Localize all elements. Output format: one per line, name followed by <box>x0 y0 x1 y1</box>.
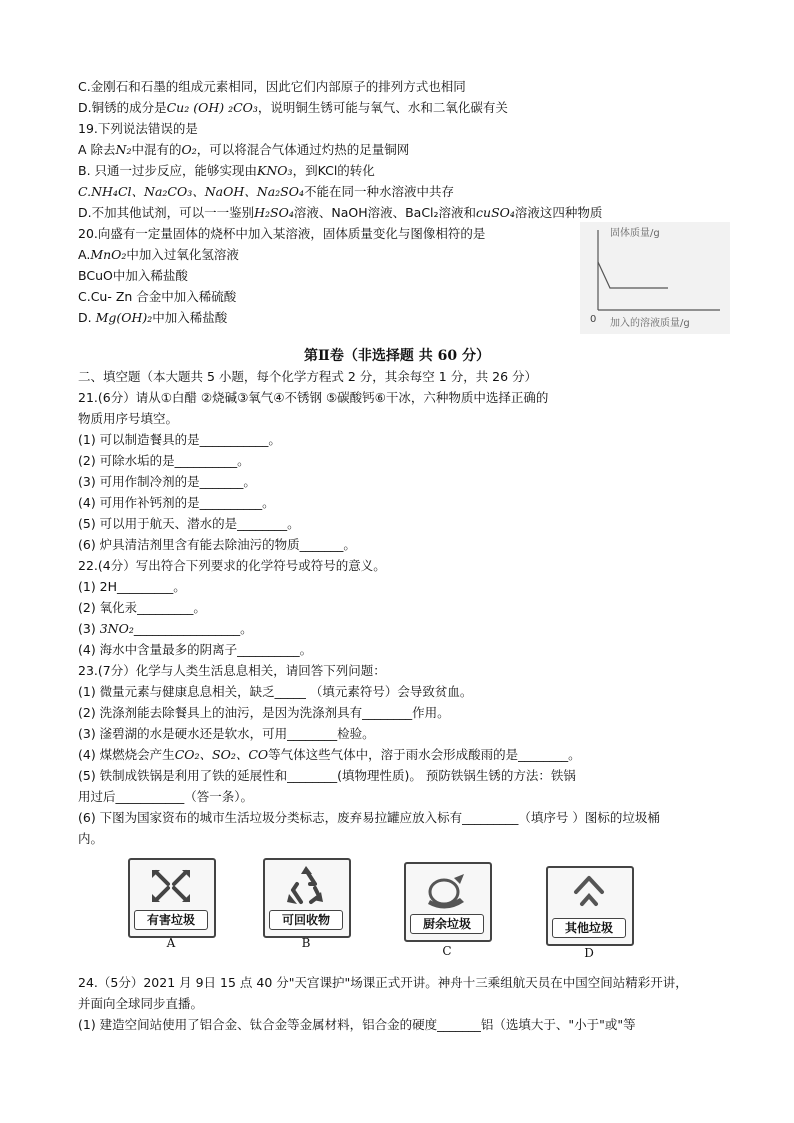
q21-stem-cont: 物质用序号填空。 <box>78 411 179 426</box>
q20-graph <box>580 222 730 334</box>
other-waste-icon <box>562 872 616 916</box>
q22-item-3: (3) 3NO₂_________________。 <box>78 621 253 636</box>
sign-letter: D <box>584 946 594 960</box>
q19-stem: 19.下列说法错误的是 <box>78 121 198 136</box>
q19-option-d: D.不加其他试剂，可以一一鉴别H₂SO₄溶液、NaOH溶液、BaCl₂溶液和cuSO₄溶液这四种物质 <box>78 205 603 220</box>
graph-x-label: 加入的溶液质量/g <box>610 318 690 329</box>
q21-item-2: (2) 可除水垢的是__________。 <box>78 453 250 468</box>
q23-item-3: (3) 滏碧湖的水是硬水还是软水，可用________检验。 <box>78 726 375 741</box>
sign-food-waste <box>404 862 490 940</box>
q21-item-4: (4) 可用作补钙剂的是__________。 <box>78 495 275 510</box>
q19-option-c: C.NH₄Cl、Na₂CO₃、NaOH、Na₂SO₄不能在同一种水溶液中共存 <box>78 184 455 199</box>
q18-option-d: D.铜锈的成分是Cu₂ (OH) ₂CO₃，说明铜生锈可能与氧气、水和二氧化碳有关 <box>78 100 508 115</box>
q20-option-d: D. Mg(OH)₂中加入稀盐酸 <box>78 310 228 325</box>
q19-option-a: A 除去N₂中混有的O₂，可以将混合气体通过灼热的足量铜网 <box>78 142 410 157</box>
q21-item-6: (6) 炉具清洁剂里含有能去除油污的物质_______。 <box>78 537 356 552</box>
q21-item-5: (5) 可以用于航天、潜水的是________。 <box>78 516 300 531</box>
recycle-icon <box>279 864 333 908</box>
q23-item-6-cont: 内。 <box>78 831 104 846</box>
sign-letter: C <box>442 944 452 958</box>
sign-label: 可回收物 <box>269 910 343 930</box>
q23-item-1: (1) 微量元素与健康息息相关，缺乏_____ （填元素符号）会导致贫血。 <box>78 684 473 699</box>
q20-graph-svg <box>580 222 730 334</box>
sign-label: 其他垃圾 <box>552 918 626 938</box>
q23-item-4: (4) 煤燃烧会产生CO₂、SO₂、CO等气体这些气体中，溶于雨水会形成酸雨的是________。 <box>78 747 581 762</box>
q23-stem: 23.(7分）化学与人类生活息息相关，请回答下列问题： <box>78 663 386 678</box>
q24-stem-cont: 并面向全球同步直播。 <box>78 996 204 1011</box>
q22-item-1: (1) 2H_________。 <box>78 579 186 594</box>
q23-item-5: (5) 铁制成铁锅是利用了铁的延展性和________(填物理性质)。 预防铁锅生锈的方法：铁锅 <box>78 768 576 783</box>
graph-origin-label: 0 <box>590 314 597 325</box>
graph-y-label: 固体质量/g <box>610 228 660 239</box>
sign-label: 有害垃圾 <box>134 910 208 930</box>
q20-option-c: C.Cu- Zn 合金中加入稀硫酸 <box>78 289 237 304</box>
sign-label: 厨余垃圾 <box>410 914 484 934</box>
sign-hazardous <box>128 858 214 936</box>
food-waste-icon <box>420 868 474 912</box>
q21-item-1: (1) 可以制造餐具的是___________。 <box>78 432 281 447</box>
q19-option-b: B. 只通一过步反应，能够实现由KNO₃，到KCl的转化 <box>78 163 375 178</box>
q22-stem: 22.(4分）写出符合下列要求的化学符号或符号的意义。 <box>78 558 386 573</box>
q24-stem: 24.（5分）2021 月 9日 15 点 40 分"天宫课护"场课正式开讲。神舟十三乘组航天员在中国空间站精彩开讲， <box>78 975 688 990</box>
q22-item-2: (2) 氧化汞_________。 <box>78 600 206 615</box>
q20-stem: 20.向盛有一定量固体的烧杯中加入某溶液，固体质量变化与图像相符的是 <box>78 226 486 241</box>
sign-letter: B <box>301 936 311 950</box>
sign-other-waste <box>546 866 632 944</box>
q21-stem: 21.(6分）请从①白醋 ②烧碱③氧气④不锈钢 ⑤碳酸钙⑥干冰，六种物质中选择正确的 <box>78 390 549 405</box>
q23-item-5-cont: 用过后___________（答一条）。 <box>78 789 254 804</box>
q23-item-6: (6) 下图为国家资布的城市生活垃圾分类标志，废弃易拉罐应放入标有_________（填序号 ）图标的垃圾桶 <box>78 810 660 825</box>
q20-option-a: A.MnO₂中加入过氧化氢溶液 <box>78 247 239 262</box>
q20-option-b: BCuO中加入稀盐酸 <box>78 268 188 283</box>
q21-item-3: (3) 可用作制冷剂的是_______。 <box>78 474 256 489</box>
part-two-heading: 二、填空题（本大题共 5 小题，每个化学方程式 2 分，其余每空 1 分，共 26 分） <box>78 369 538 384</box>
q22-item-4: (4) 海水中含量最多的阴离子__________。 <box>78 642 313 657</box>
q23-item-2: (2) 洗涤剂能去除餐具上的油污，是因为洗涤剂具有________作用。 <box>78 705 450 720</box>
sign-letter: A <box>166 936 176 950</box>
sign-recyclable <box>263 858 349 936</box>
q24-item-1: (1) 建造空间站使用了铝合金、钛合金等金属材料，铝合金的硬度_______铝（选填大于、"小于"或"等 <box>78 1017 636 1032</box>
section-title: 第Ⅱ卷（非选择题 共 60 分） <box>304 348 490 364</box>
q18-option-c: C.金刚石和石墨的组成元素相同，因此它们内部原子的排列方式也相同 <box>78 79 466 94</box>
hazard-x-icon <box>144 864 198 908</box>
